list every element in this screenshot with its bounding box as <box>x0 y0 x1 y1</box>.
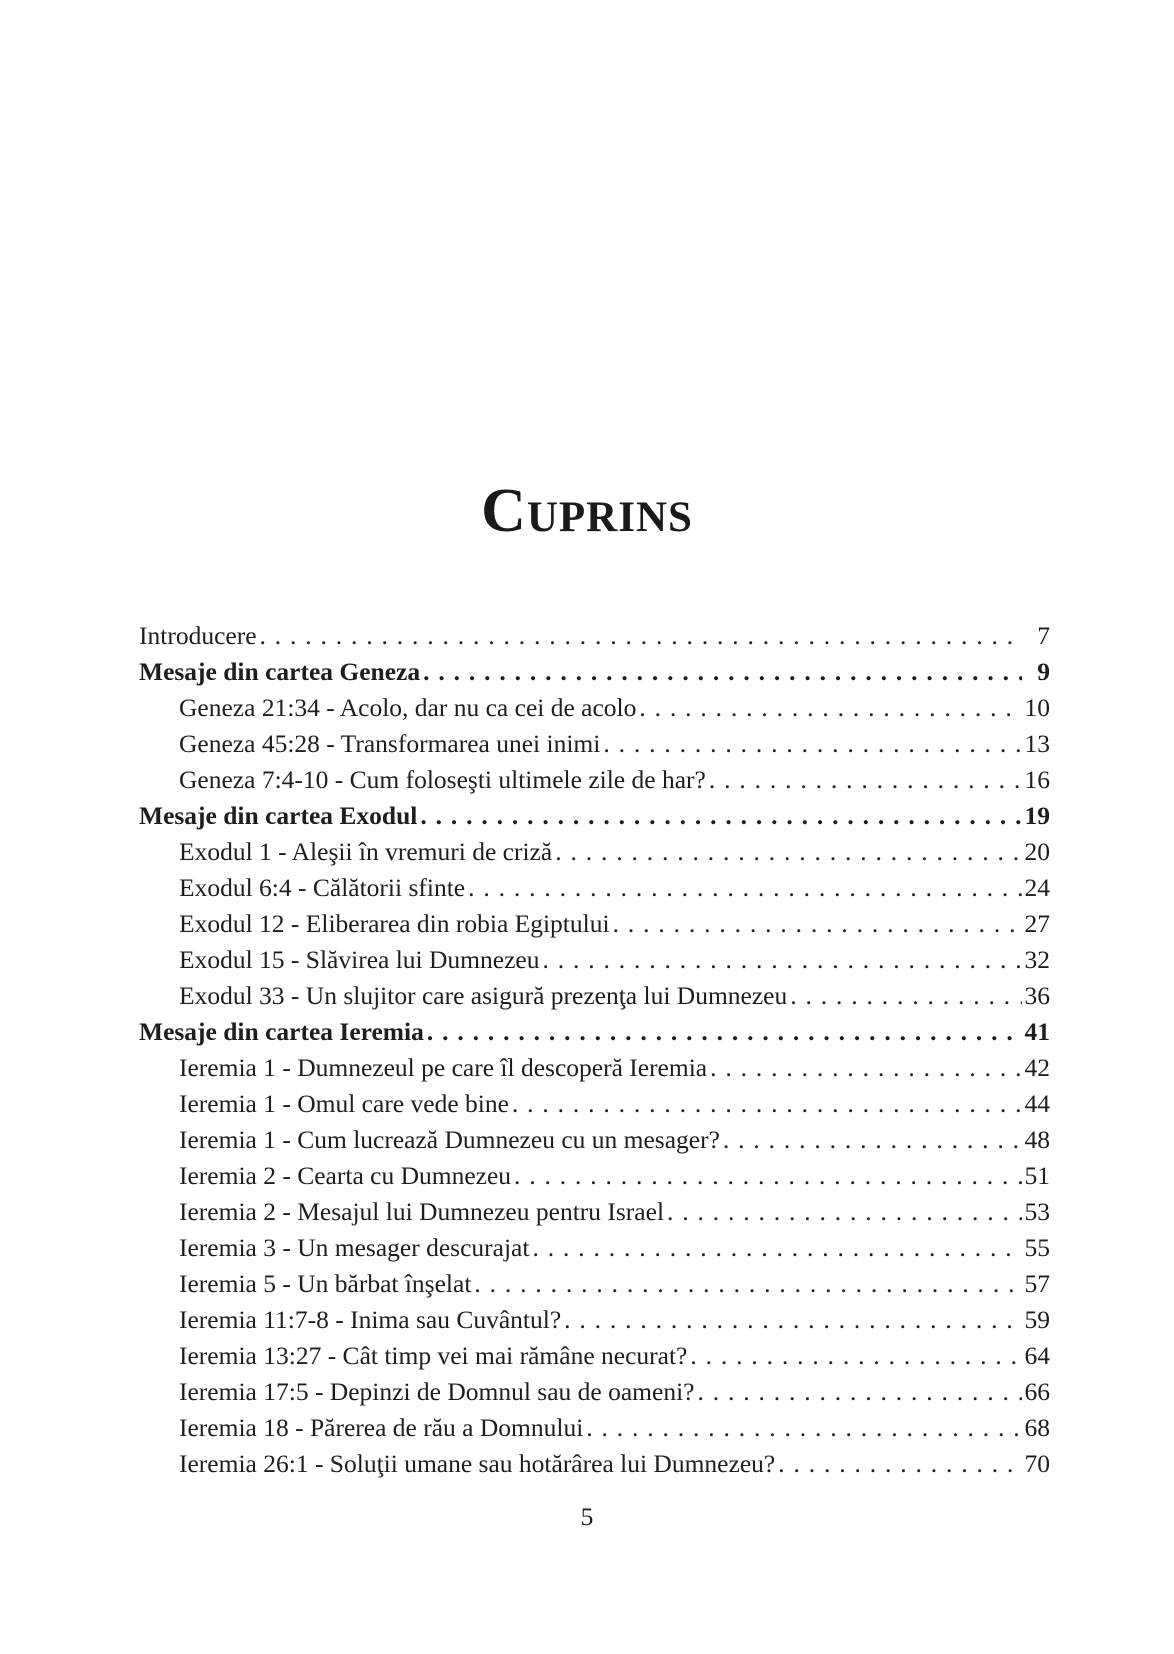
toc-entry-title: Ieremia 2 - Cearta cu Dumnezeu <box>179 1161 512 1190</box>
toc-entry-title: Exodul 6:4 - Călătorii sfinte <box>179 873 466 902</box>
toc-entry <box>139 834 1050 870</box>
toc-entry-page: 48 <box>1024 1125 1050 1154</box>
toc-entry <box>139 942 1050 978</box>
toc-entry-title: Exodul 1 - Aleşii în vremuri de criză <box>179 837 553 866</box>
dot-leader <box>639 690 1022 726</box>
toc-entry-title: Ieremia 1 - Cum lucrează Dumnezeu cu un mesager? <box>179 1125 720 1154</box>
toc-entry-page: 51 <box>1024 1161 1050 1190</box>
toc-section-heading <box>139 1014 1050 1050</box>
dot-leader <box>603 726 1022 762</box>
dot-leader <box>723 1122 1022 1158</box>
toc-entry-page: 27 <box>1024 909 1050 938</box>
toc-entry <box>139 1374 1050 1410</box>
toc-entry-page: 66 <box>1024 1377 1050 1406</box>
toc-entry-page: 9 <box>1037 657 1050 686</box>
toc-entry-title: Ieremia 11:7-8 - Inima sau Cuvântul? <box>179 1305 562 1334</box>
toc-entry-title: Mesaje din cartea Geneza <box>139 657 421 686</box>
toc-entry-title: Geneza 45:28 - Transformarea unei inimi <box>179 729 601 758</box>
toc-entry-title: Exodul 33 - Un slujitor care asigură prezenţa lui Dumnezeu <box>179 981 788 1010</box>
toc-entry-title: Mesaje din cartea Exodul <box>139 801 418 830</box>
toc-entry-page: 32 <box>1024 945 1050 974</box>
toc-entry-title: Ieremia 1 - Dumnezeul pe care îl descoperă Ieremia <box>179 1053 708 1082</box>
toc-entry-page: 20 <box>1024 837 1050 866</box>
toc-entry <box>139 1086 1050 1122</box>
dot-leader <box>427 1014 1022 1050</box>
dot-leader <box>423 654 1022 690</box>
toc-entry-page: 59 <box>1024 1305 1050 1334</box>
toc-entry-page: 42 <box>1024 1053 1050 1082</box>
toc-entry-page: 68 <box>1024 1413 1050 1442</box>
dot-leader <box>532 1230 1022 1266</box>
dot-leader <box>512 1086 1022 1122</box>
page-title: Cuprins <box>481 476 693 545</box>
page-number: 5 <box>580 1502 594 1531</box>
dot-leader <box>778 1446 1022 1482</box>
dot-leader <box>260 618 1022 654</box>
dot-leader <box>555 834 1022 870</box>
toc-entry-page: 55 <box>1024 1233 1050 1262</box>
dot-leader <box>468 870 1022 906</box>
toc-entry-title: Geneza 21:34 - Acolo, dar nu ca cei de acolo <box>179 693 637 722</box>
dot-leader <box>542 942 1022 978</box>
dot-leader <box>514 1158 1022 1194</box>
toc-section-heading <box>139 798 1050 834</box>
toc-entry-title: Ieremia 5 - Un bărbat înşelat <box>179 1269 472 1298</box>
toc-entry-page: 64 <box>1024 1341 1050 1370</box>
toc-entry-page: 53 <box>1024 1197 1050 1226</box>
toc-entry-page: 13 <box>1024 729 1050 758</box>
toc-entry <box>139 762 1050 798</box>
toc-entry-page: 36 <box>1024 981 1050 1010</box>
dot-leader <box>690 1338 1022 1374</box>
toc-entry <box>139 978 1050 1014</box>
toc-entry-title: Geneza 7:4-10 - Cum foloseşti ultimele zile de har? <box>179 765 706 794</box>
toc-entry <box>139 690 1050 726</box>
toc-entry <box>139 1266 1050 1302</box>
toc-entry-page: 41 <box>1024 1017 1050 1046</box>
toc-entry-title: Ieremia 1 - Omul care vede bine <box>179 1089 509 1118</box>
dot-leader <box>790 978 1022 1014</box>
toc-entry <box>139 870 1050 906</box>
toc-section-heading <box>139 654 1050 690</box>
toc-entry <box>139 1230 1050 1266</box>
toc-entry-page: 24 <box>1024 873 1050 902</box>
dot-leader <box>698 1374 1023 1410</box>
toc-entry-title: Ieremia 3 - Un mesager descurajat <box>179 1233 530 1262</box>
toc-entry-page: 10 <box>1024 693 1050 722</box>
toc-entry <box>139 1194 1050 1230</box>
toc-entry-title: Ieremia 17:5 - Depinzi de Domnul sau de oameni? <box>179 1377 695 1406</box>
toc-entry <box>139 1302 1050 1338</box>
dot-leader <box>420 798 1022 834</box>
toc-entry-page: 7 <box>1037 621 1050 650</box>
toc-entry <box>139 618 1050 654</box>
toc-entry-title: Introducere <box>139 621 257 650</box>
toc-entry <box>139 906 1050 942</box>
toc-entry-title: Ieremia 18 - Părerea de rău a Domnului <box>179 1413 584 1442</box>
toc-entry-title: Exodul 15 - Slăvirea lui Dumnezeu <box>179 945 540 974</box>
toc-entry <box>139 1158 1050 1194</box>
dot-leader <box>710 1050 1022 1086</box>
toc-entry-title: Ieremia 2 - Mesajul lui Dumnezeu pentru Israel <box>179 1197 665 1226</box>
toc-entry-title: Ieremia 13:27 - Cât timp vei mai rămâne necurat? <box>179 1341 688 1370</box>
toc-entry-title: Ieremia 26:1 - Soluţii umane sau hotărârea lui Dumnezeu? <box>179 1449 776 1478</box>
toc-entry <box>139 1446 1050 1482</box>
toc-entry-page: 19 <box>1024 801 1050 830</box>
toc-entry-page: 70 <box>1024 1449 1050 1478</box>
dot-leader <box>474 1266 1022 1302</box>
dot-leader <box>667 1194 1022 1230</box>
toc-entry-page: 44 <box>1024 1089 1050 1118</box>
toc-entry-title: Exodul 12 - Eliberarea din robia Egiptului <box>179 909 610 938</box>
toc-entry <box>139 726 1050 762</box>
table-of-contents <box>139 618 1050 1482</box>
dot-leader <box>564 1302 1022 1338</box>
dot-leader <box>613 906 1022 942</box>
toc-entry <box>139 1410 1050 1446</box>
toc-entry-title: Mesaje din cartea Ieremia <box>139 1017 424 1046</box>
dot-leader <box>709 762 1022 798</box>
toc-entry-page: 57 <box>1024 1269 1050 1298</box>
toc-entry <box>139 1050 1050 1086</box>
toc-entry-page: 16 <box>1024 765 1050 794</box>
toc-entry <box>139 1122 1050 1158</box>
dot-leader <box>586 1410 1022 1446</box>
toc-entry <box>139 1338 1050 1374</box>
